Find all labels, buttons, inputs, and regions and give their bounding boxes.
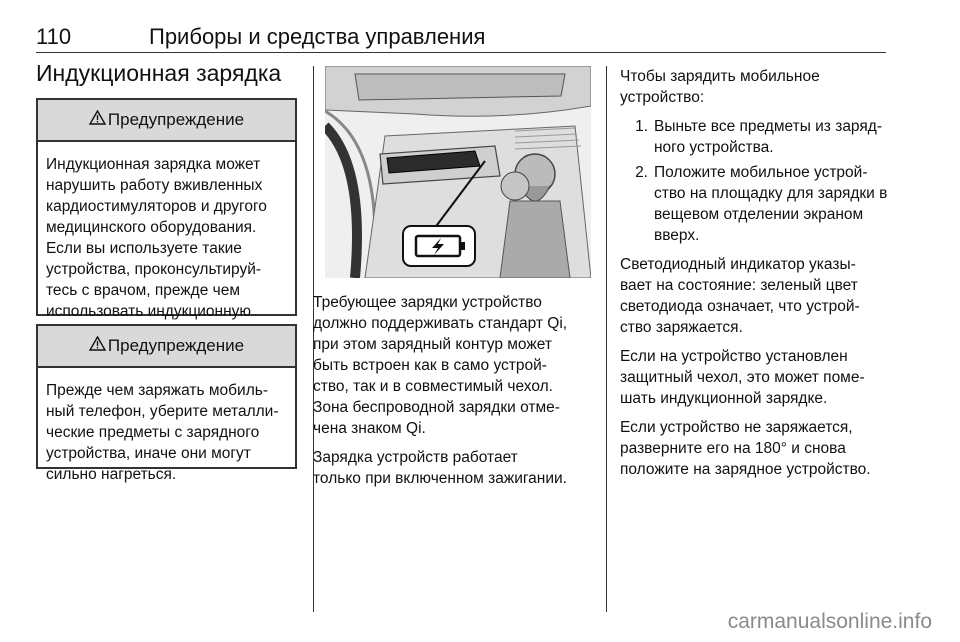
warning-box-2 (36, 324, 297, 483)
page-number: 110 (36, 24, 72, 49)
paragraph-qi-standard: Требующее зарядки устройство должно поддерживать стандарт Qi, при этом зарядный контур может быть встроен как в само устрой- ство, так и в совместимый чехол. Зона беспроводной зарядки отме- чена знаком Qi. (313, 294, 568, 437)
paragraph-led: Светодиодный индикатор указы- вает на состояние: зеленый цвет светодиода означает, что устрой- ство заряжается. (620, 256, 860, 336)
charging-pad-figure (325, 66, 591, 278)
steps-list (620, 116, 890, 246)
warning-title: Предупреждение (107, 110, 245, 129)
page-header (36, 24, 886, 50)
warning-text: Прежде чем заряжать мобиль- ный телефон, уберите металли- ческие предметы с зарядного устройства, иначе они могут сильно нагреться. (46, 382, 279, 483)
column-2-text (313, 292, 598, 497)
header-divider (36, 52, 886, 53)
column-3-text (620, 66, 890, 488)
warning-box-1 (36, 98, 297, 320)
warning-title: Предупреждение (107, 336, 245, 355)
warning-triangle-icon (89, 110, 106, 130)
warning-header (38, 326, 295, 368)
wireless-charging-battery-icon (403, 226, 475, 266)
paragraph-case: Если на устройство установлен защитный чехол, это может поме- шать индукционной зарядке. (620, 348, 865, 407)
paragraph-not-charging: Если устройство не заряжается, разверните его на 180° и снова положите на зарядное устройство. (620, 419, 871, 478)
watermark: carmanualsonline.info (727, 610, 932, 633)
list-item: 2. Положите мобильное устрой- ство на площадку для зарядки в вещевом отделении экраном вверх. (635, 164, 888, 244)
console-illustration (325, 66, 591, 278)
chapter-title: Приборы и средства управления (149, 24, 486, 49)
paragraph-intro: Чтобы зарядить мобильное устройство: (620, 68, 820, 106)
warning-triangle-icon (89, 336, 106, 356)
list-item: 1. Выньте все предметы из заряд- ного устройства. (635, 118, 882, 156)
paragraph-ignition: Зарядка устройств работает только при включенном зажигании. (313, 449, 567, 487)
section-title: Индукционная зарядка (36, 60, 282, 86)
warning-text: Индукционная зарядка может нарушить работу вживленных кардиостимуляторов и другого медицинского оборудования. Если вы используете такие устройства, проконсультируй- тесь с врачом, прежде чем использовать индукционную (46, 156, 267, 320)
column-divider-2 (606, 66, 607, 612)
warning-header (38, 100, 295, 142)
